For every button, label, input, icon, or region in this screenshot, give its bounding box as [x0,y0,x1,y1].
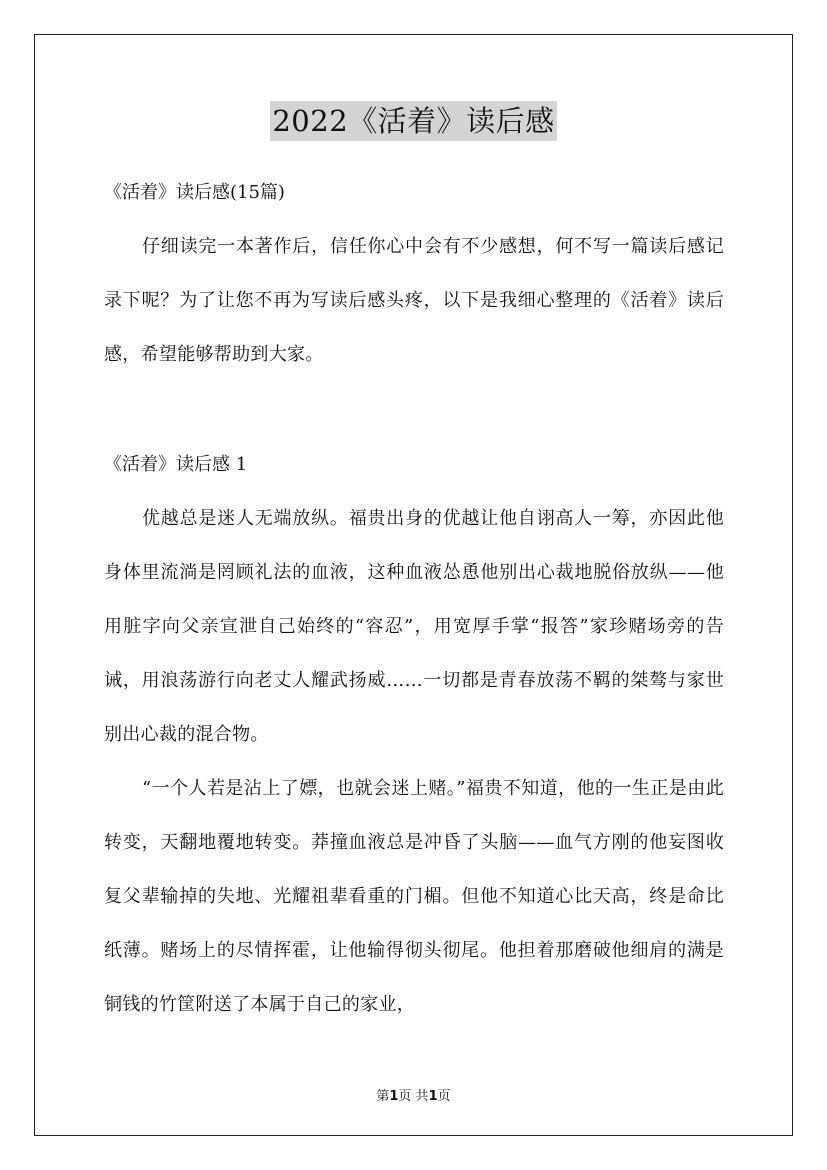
section-heading: 《活着》读后感 1 [104,454,248,475]
page-footer [0,1085,827,1104]
footer-suffix: 页 [437,1089,451,1104]
document-title: 2022《活着》读后感 [270,101,556,141]
intro-paragraph: 仔细读完一本著作后，信任你心中会有不少感想，何不写一篇读后感记录下呢？为了让您不再为写读后感头疼，以下是我细心整理的《活着》读后感，希望能够帮助到大家。 [104,236,724,365]
title-container [0,101,827,141]
footer-mid: 页 共 [398,1089,429,1104]
footer-prefix: 第 [376,1089,390,1104]
subtitle: 《活着》读后感(15篇) [104,182,285,203]
footer-total-pages: 1 [428,1089,438,1104]
footer-page-number: 1 [389,1089,399,1104]
body-paragraph-2: “一个人若是沾上了嫖，也就会迷上赌。”福贵不知道，他的一生正是由此转变，天翻地覆地转变。莽撞血液总是冲昏了头脑——血气方刚的他妄图收复父辈输掉的失地、光耀祖辈看重的门楣。但他不知道心比天高，终是命比纸薄。赌场上的尽情挥霍，让他输得彻头彻尾。他担着那磨破他细肩的满是铜钱的竹筐附送了本属于自己的家业， [104,778,724,1015]
body-paragraph-1: 优越总是迷人无端放纵。福贵出身的优越让他自诩高人一筹，亦因此他身体里流淌是罔顾礼法的血液，这种血液怂恿他别出心裁地脱俗放纵——他用脏字向父亲宣泄自己始终的“容忍”，用宽厚手掌“报答”家珍赌场旁的告诫，用浪荡游行向老丈人耀武扬威……一切都是青春放荡不羁的桀骜与家世别出心裁的混合物。 [104,508,724,745]
